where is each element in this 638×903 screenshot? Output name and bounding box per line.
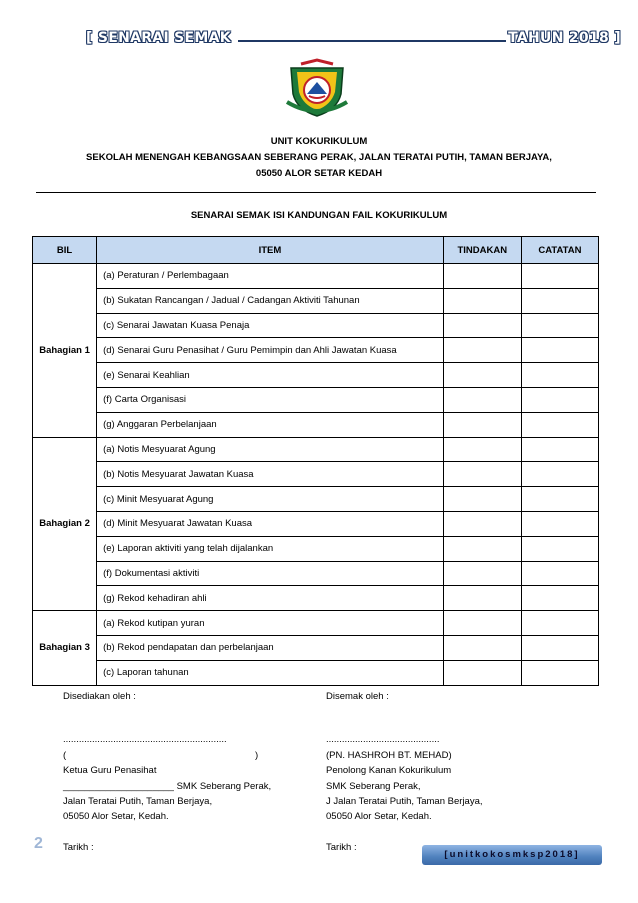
table-row (33, 611, 599, 636)
tindakan-cell[interactable] (443, 462, 521, 487)
item-cell: (a) Notis Mesyuarat Agung (97, 437, 444, 462)
checked-date: Tarikh : (326, 841, 357, 853)
item-cell: (d) Senarai Guru Penasihat / Guru Pemimpin dan Ahli Jawatan Kuasa (97, 338, 444, 363)
catatan-cell[interactable] (521, 561, 598, 586)
item-cell: (e) Senarai Keahlian (97, 363, 444, 388)
col-item: ITEM (97, 237, 444, 264)
item-cell: (e) Laporan aktiviti yang telah dijalankan (97, 536, 444, 561)
tindakan-cell[interactable] (443, 437, 521, 462)
prepared-address-1: Jalan Teratai Putih, Taman Berjaya, (63, 796, 213, 808)
prepared-role: Ketua Guru Penasihat (63, 765, 157, 777)
checked-address-2: 05050 Alor Setar, Kedah. (326, 811, 432, 823)
prepared-paren-open: ( (63, 749, 67, 761)
item-cell: (b) Rekod pendapatan dan perbelanjaan (97, 635, 444, 660)
catatan-cell[interactable] (521, 387, 598, 412)
tindakan-cell[interactable] (443, 387, 521, 412)
item-cell: (a) Rekod kutipan yuran (97, 611, 444, 636)
form-title-right: TAHUN 2018 ] (508, 30, 621, 46)
catatan-cell[interactable] (521, 511, 598, 536)
checked-school: SMK Seberang Perak, (326, 780, 421, 792)
footer-tag: [unitkokosmksp2018] (422, 845, 602, 865)
tindakan-cell[interactable] (443, 586, 521, 611)
table-row (33, 338, 599, 363)
table-row (33, 363, 599, 388)
table-row (33, 561, 599, 586)
page-number: 2 (34, 835, 43, 852)
checked-name: (PN. HASHROH BT. MEHAD) (326, 749, 452, 761)
prepared-paren-close: ) (255, 749, 259, 761)
catatan-cell[interactable] (521, 586, 598, 611)
catatan-cell[interactable] (521, 635, 598, 660)
item-cell: (d) Minit Mesyuarat Jawatan Kuasa (97, 511, 444, 536)
item-cell: (b) Sukatan Rancangan / Jadual / Cadangan Aktiviti Tahunan (97, 288, 444, 313)
prepared-by-heading: Disediakan oleh : (63, 691, 136, 702)
catatan-cell[interactable] (521, 611, 598, 636)
tindakan-cell[interactable] (443, 313, 521, 338)
table-row (33, 660, 599, 685)
catatan-cell[interactable] (521, 264, 598, 289)
prepared-name-line (63, 748, 271, 763)
checked-signature-line: ........................................... (326, 734, 440, 746)
item-cell: (f) Carta Organisasi (97, 387, 444, 412)
catatan-cell[interactable] (521, 313, 598, 338)
catatan-cell[interactable] (521, 660, 598, 685)
prepared-signature-line: .............................................................. (63, 734, 227, 746)
item-cell: (c) Laporan tahunan (97, 660, 444, 685)
table-row (33, 511, 599, 536)
section-label: Bahagian 2 (33, 437, 97, 611)
table-header-row (33, 237, 599, 264)
section-label: Bahagian 3 (33, 611, 97, 685)
checked-by-block (326, 689, 483, 855)
item-cell: (a) Peraturan / Perlembagaan (97, 264, 444, 289)
table-row (33, 586, 599, 611)
table-row (33, 635, 599, 660)
catatan-cell[interactable] (521, 462, 598, 487)
col-tindakan: TINDAKAN (443, 237, 521, 264)
item-cell: (b) Notis Mesyuarat Jawatan Kuasa (97, 462, 444, 487)
school-crest-logo (283, 58, 351, 120)
item-cell: (g) Rekod kehadiran ahli (97, 586, 444, 611)
item-cell: (g) Anggaran Perbelanjaan (97, 412, 444, 437)
table-row (33, 264, 599, 289)
table-row (33, 412, 599, 437)
tindakan-cell[interactable] (443, 660, 521, 685)
catatan-cell[interactable] (521, 288, 598, 313)
tindakan-cell[interactable] (443, 635, 521, 660)
table-row (33, 437, 599, 462)
prepared-address-2: 05050 Alor Setar, Kedah. (63, 811, 169, 823)
tindakan-cell[interactable] (443, 363, 521, 388)
checklist-title: SENARAI SEMAK ISI KANDUNGAN FAIL KOKURIKULUM (190, 210, 448, 221)
item-cell: (c) Senarai Jawatan Kuasa Penaja (97, 313, 444, 338)
section-label: Bahagian 1 (33, 264, 97, 438)
school-name: SEKOLAH MENENGAH KEBANGSAAN SEBERANG PERAK, JALAN TERATAI PUTIH, TAMAN BERJAYA, (86, 152, 552, 163)
catatan-cell[interactable] (521, 338, 598, 363)
tindakan-cell[interactable] (443, 412, 521, 437)
checklist-table (32, 236, 599, 686)
header-divider (36, 192, 596, 193)
tindakan-cell[interactable] (443, 487, 521, 512)
table-row (33, 487, 599, 512)
tindakan-cell[interactable] (443, 264, 521, 289)
form-title-blank (238, 28, 506, 42)
table-row (33, 536, 599, 561)
prepared-school: _____________________ SMK Seberang Perak, (63, 780, 272, 792)
table-row (33, 288, 599, 313)
catatan-cell[interactable] (521, 487, 598, 512)
tindakan-cell[interactable] (443, 338, 521, 363)
tindakan-cell[interactable] (443, 511, 521, 536)
tindakan-cell[interactable] (443, 611, 521, 636)
checked-role: Penolong Kanan Kokurikulum (326, 765, 452, 777)
table-row (33, 313, 599, 338)
catatan-cell[interactable] (521, 437, 598, 462)
prepared-date: Tarikh : (63, 841, 94, 853)
col-catatan: CATATAN (521, 237, 598, 264)
form-title (86, 28, 621, 46)
checked-address-1: J Jalan Teratai Putih, Taman Berjaya, (326, 796, 483, 808)
item-cell: (c) Minit Mesyuarat Agung (97, 487, 444, 512)
unit-name: UNIT KOKURIKULUM (270, 136, 368, 147)
table-row (33, 387, 599, 412)
catatan-cell[interactable] (521, 536, 598, 561)
item-cell: (f) Dokumentasi aktiviti (97, 561, 444, 586)
tindakan-cell[interactable] (443, 561, 521, 586)
tindakan-cell[interactable] (443, 536, 521, 561)
prepared-by-block (63, 689, 271, 855)
form-title-left: [ SENARAI SEMAK (86, 30, 237, 46)
catatan-cell[interactable] (521, 363, 598, 388)
catatan-cell[interactable] (521, 412, 598, 437)
tindakan-cell[interactable] (443, 288, 521, 313)
school-postcode: 05050 ALOR SETAR KEDAH (255, 168, 383, 179)
col-bil: BIL (33, 237, 97, 264)
checked-by-heading: Disemak oleh : (326, 691, 389, 702)
table-row (33, 462, 599, 487)
